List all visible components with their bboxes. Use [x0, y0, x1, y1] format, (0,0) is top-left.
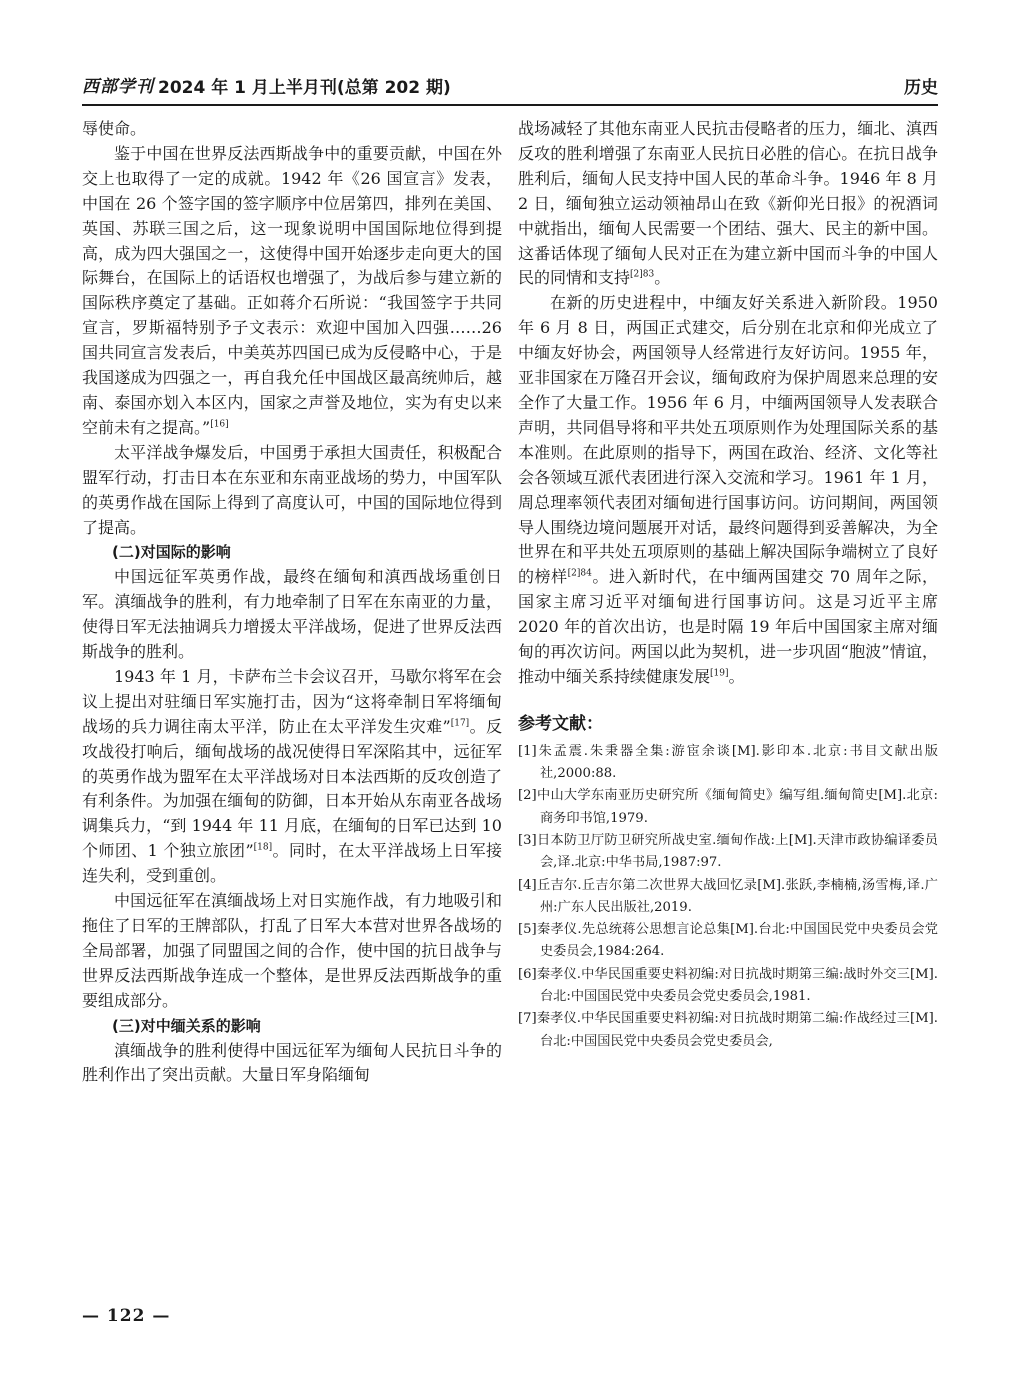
page-header: [82, 70, 938, 106]
citation: [16]: [210, 419, 229, 430]
right-column: [518, 117, 938, 1053]
reference-item: [3]日本防卫厅防卫研究所战史室.缅甸作战:上[M].天津市政协编译委员会,译.北京:中华书局,1987:97.: [518, 832, 938, 871]
paragraph: 中国远征军在滇缅战场上对日实施作战，有力地吸引和拖住了日军的王牌部队，打乱了日军大本营对世界各战场的全局部署，加强了同盟国之间的合作，使中国的抗日战争与世界反法西斯战争连成一个整体，是世界反法西斯战争的重要组成部分。: [82, 891, 502, 1010]
paragraph: 在新的历史进程中，中缅友好关系进入新阶段。1950 年 6 月 8 日，两国正式建交，后分别在北京和仰光成立了中缅友好协会，两国领导人经常进行友好访问。1955 年，亚非国家在万隆召开会议，缅甸政府为保护周恩来总理的安全作了大量工作。1956 年 6 月，中缅两国领导人发表联合声明，共同倡导将和平共处五项原则作为处理国际关系的基本准则。在此原则的指导下，两国在政治、经济、文化等社会各领域互派代表团进行深入交流和学习。1961 年 1 月，周总理率领代表团对缅甸进行国事访问。访问期间，两国领导人围绕边境问题展开对话，最终问题得到妥善解决，为全世界在和平共处五项原则的基础上解决国际争端树立了良好的榜样$^{[2]84}$。进入新时代，在中缅两国建交 70 周年之际，国家主席习近平对缅甸进行国事访问。这是习近平主席 2020 年的首次出访，也是时隔 19 年后中国国家主席对缅甸的再次访问。两国以此为契机，进一步巩固“胞波”情谊，推动中缅关系持续健康发展[19]。: [518, 293, 938, 686]
citation: [2]84: [567, 568, 592, 579]
subheading: (三)对中缅关系的影响: [112, 1016, 261, 1035]
issue-info: 2024 年 1 月上半月刊(总第 202 期): [158, 78, 451, 98]
paragraph: 1943 年 1 月，卡萨布兰卡会议召开，马歇尔将军在会议上提出对驻缅日军实施打击，因为“这将牵制日军将缅甸战场的兵力调往南太平洋，防止在太平洋发生灾难”[17]。反攻战役打响后，缅甸战场的战况使得日军深陷其中，远征军的英勇作战为盟军在太平洋战场对日本法西斯的反攻创造了有利条件。为加强在缅甸的防御，日本开始从东南亚各战场调集兵力，“到 1944 年 11 月底，在缅甸的日军已达到 10 个师团、1 个独立旅团”[18]。同时，在太平洋战场上日军接连失利，受到重创。: [82, 666, 502, 886]
citation: [2]83: [630, 270, 655, 281]
reference-item: [2]中山大学东南亚历史研究所《缅甸简史》编写组.缅甸简史[M].北京:商务印书馆,1979.: [518, 788, 938, 826]
paragraph: 战场减轻了其他东南亚人民抗击侵略者的压力，缅北、滇西反攻的胜利增强了东南亚人民抗日必胜的信心。在抗日战争胜利后，缅甸人民支持中国人民的革命斗争。1946 年 8 月 2 日，缅甸独立运动领袖昂山在致《新仰光日报》的祝酒词中就指出，缅甸人民需要一个团结、强大、民主的新中国。这番话体现了缅甸人民对正在为建立新中国而斗争的中国人民的同情和支持$^{[2]83}$。: [518, 119, 938, 288]
subheading: (二)对国际的影响: [112, 543, 231, 562]
journal-logo: 西部学刊: [82, 77, 154, 97]
left-column: [82, 117, 502, 1088]
reference-item: [6]秦孝仪.中华民国重要史料初编:对日抗战时期第三编:战时外交三[M].台北:中国国民党中央委员会党史委员会,1981.: [518, 966, 938, 1005]
paragraph: 太平洋战争爆发后，中国勇于承担大国责任，积极配合盟军行动，打击日本在东亚和东南亚战场的势力，中国军队的英勇作战在国际上得到了高度认可，中国的国际地位得到了提高。: [82, 442, 502, 537]
reference-item: [4]丘吉尔.丘吉尔第二次世界大战回忆录[M].张跃,李楠楠,汤雪梅,译.广州:广东人民出版社,2019.: [518, 877, 938, 915]
section-name: 历史: [904, 78, 938, 98]
paragraph: 滇缅战争的胜利使得中国远征军为缅甸人民抗日斗争的胜利作出了突出贡献。大量日军身陷缅甸: [82, 1040, 502, 1085]
paragraph: 中国远征军英勇作战，最终在缅甸和滇西战场重创日军。滇缅战争的胜利，有力地牵制了日军在东南亚的力量，使得日军无法抽调兵力增援太平洋战场，促进了世界反法西斯战争的胜利。: [82, 567, 502, 662]
page-number: — 122 —: [82, 1306, 171, 1326]
paragraph: 辱使命。: [82, 119, 147, 138]
citation: [18]: [253, 842, 273, 853]
paragraph: 鉴于中国在世界反法西斯战争中的重要贡献，中国在外交上也取得了一定的成就。1942 年《26 国宣言》发表，中国在 26 个签字国的签字顺序中位居第四，排列在美国、英国、苏联三国之后，这一现象说明中国国际地位得到提高，成为四大强国之一，这使得中国开始逐步走向更大的国际舞台，在国际上的话语权也增强了，为战后参与建立新的国际秩序奠定了基础。正如蒋介石所说：“我国签字于共同宣言，罗斯福特别予子文表示：欢迎中国加入四强……26 国共同宣言发表后，中美英苏四国已成为反侵略中心，于是我国遂成为四强之一，再自我允任中国战区最高统帅后，越南、泰国亦划入本区内，国家之声誉及地位，实为有史以来空前未有之提高。”[16]: [82, 143, 502, 437]
references-heading: 参考文献：: [518, 713, 603, 734]
reference-item: [1]朱孟震.朱秉器全集:游宦余谈[M].影印本.北京:书目文献出版社,2000:88.: [518, 743, 938, 782]
reference-item: [7]秦孝仪.中华民国重要史料初编:对日抗战时期第二编:作战经过三[M].台北:中国国民党中央委员会党史委员会,: [518, 1011, 938, 1049]
reference-item: [5]秦孝仪.先总统蒋公思想言论总集[M].台北:中国国民党中央委员会党史委员会,1984:264.: [518, 922, 938, 960]
citation: [17]: [450, 718, 470, 729]
reference-list: [518, 741, 938, 1053]
citation: [19]: [710, 668, 729, 679]
